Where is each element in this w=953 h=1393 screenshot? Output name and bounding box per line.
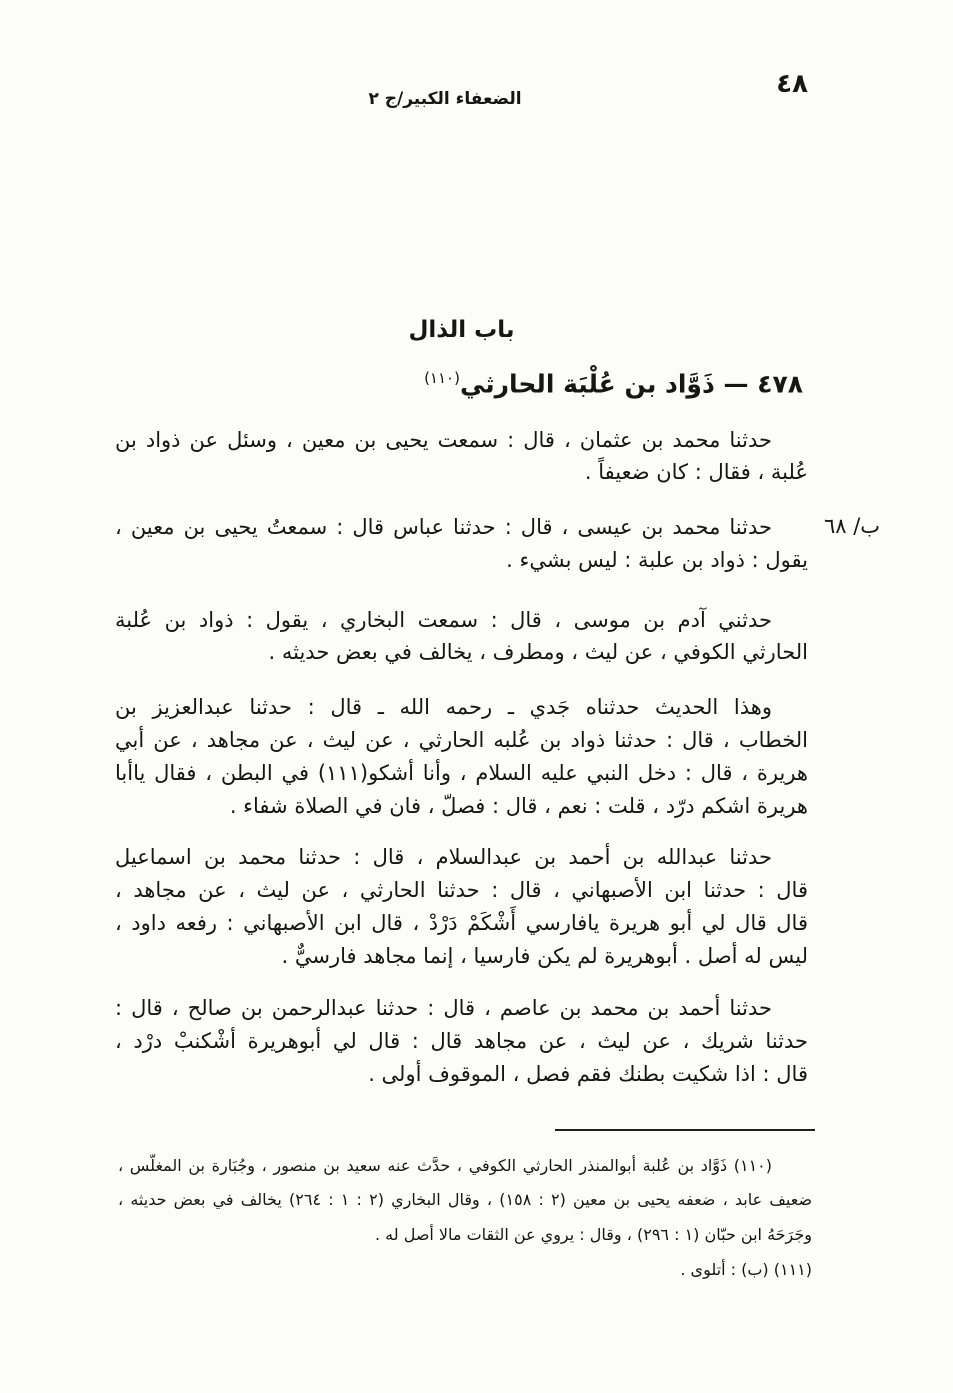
paragraph-5-line-2: قال : حدثنا ابن الأصبهاني ، قال : حدثنا الحارثي ، عن ليث ، عن مجاهد ، — [115, 878, 808, 902]
paragraph-1-line-1: حدثنا محمد بن عثمان ، قال : سمعت يحيى بن معين ، وسئل عن ذواد بن — [115, 428, 772, 452]
paragraph-4-line-2: الخطاب ، قال : حدثنا ذواد بن عُلبه الحارثي ، عن ليث ، عن مجاهد ، عن أبي — [115, 728, 808, 752]
paragraph-5-line-3: قال قال لي أبو هريرة يافارسي أَشْكَمْ دَرْدْ ، قال ابن الأصبهاني : رفعه داود ، — [115, 911, 808, 935]
paragraph-6-line-3: قال : اذا شكيت بطنك فقم فصل ، الموقوف أولى . — [368, 1062, 808, 1086]
paragraph-2-line-2: يقول : ذواد بن علبة : ليس بشيء . — [506, 548, 808, 572]
entry-footnote-ref: (١١٠) — [424, 369, 460, 387]
footnote-separator — [555, 1129, 815, 1131]
entry-heading — [115, 360, 803, 402]
paragraph-3-line-2: الحارثي الكوفي ، عن ليث ، ومطرف ، يخالف في بعض حديثه . — [268, 640, 808, 664]
footnote-line-1: (١١٠) ذَوَّاد بن عُلبة أبوالمنذر الحارثي الكوفي ، حدَّث عنه سعيد بن منصور ، وجُبَارة بن المغلّس ، — [118, 1156, 772, 1175]
paragraph-2-line-1: حدثنا محمد بن عيسى ، قال : حدثنا عباس قال : سمعتُ يحيى بن معين ، — [115, 515, 772, 539]
paragraph-6-line-2: حدثنا شريك ، عن ليث ، عن مجاهد قال : قال لي أبوهريرة أشْكنبْ درْد ، — [115, 1029, 808, 1053]
entry-heading-text: ٤٧٨ — ذَوَّاد بن عُلْبَة الحارثي — [459, 369, 803, 399]
running-title: الضعفاء الكبير/ج ٢ — [368, 89, 522, 109]
paragraph-6-line-1: حدثنا أحمد بن محمد بن عاصم ، قال : حدثنا عبدالرحمن بن صالح ، قال : — [115, 996, 772, 1020]
paragraph-3-line-1: حدثني آدم بن موسى ، قال : سمعت البخاري ، يقول : ذواد بن عُلبة — [115, 608, 772, 632]
paragraph-5-line-4: ليس له أصل . أبوهريرة لم يكن فارسيا ، إنما مجاهد فارسيٌّ . — [281, 944, 808, 968]
paragraph-1-line-2: عُلبة ، فقال : كان ضعيفاً . — [584, 460, 808, 484]
section-title: باب الذال — [408, 317, 515, 343]
paragraph-4-line-4: هريرة اشكم درّد ، قلت : نعم ، قال : فصلّ ، فان في الصلاة شفاء . — [229, 794, 808, 818]
footnote-line-3: وجَرَحَهُ ابن حبّان (١ : ٢٩٦) ، وقال : يروي عن الثقات مالا أصل له . — [374, 1225, 812, 1244]
margin-folio-note: ٦٨ /ب — [824, 514, 881, 538]
footnote-line-4: (١١١) (ب) : أتلوى . — [680, 1260, 812, 1279]
paragraph-5-line-1: حدثنا عبدالله بن أحمد بن عبدالسلام ، قال : حدثنا محمد بن اسماعيل — [115, 845, 772, 869]
footnote-line-2: ضعيف عابد ، ضعفه يحيى بن معين (٢ : ١٥٨) ، وقال البخاري (٢ : ١ : ٢٦٤) يخالف في بعض حديثه ، — [118, 1190, 813, 1209]
paragraph-4-line-1: وهذا الحديث حدثناه جَدي ـ رحمه الله ـ قال : حدثنا عبدالعزيز بن — [115, 695, 772, 719]
paragraph-4-line-3: هريرة ، قال : دخل النبي عليه السلام ، وأنا أشكو(١١١) في البطن ، فقال ياأبا — [115, 761, 808, 785]
page-number: ٤٨ — [776, 69, 808, 99]
